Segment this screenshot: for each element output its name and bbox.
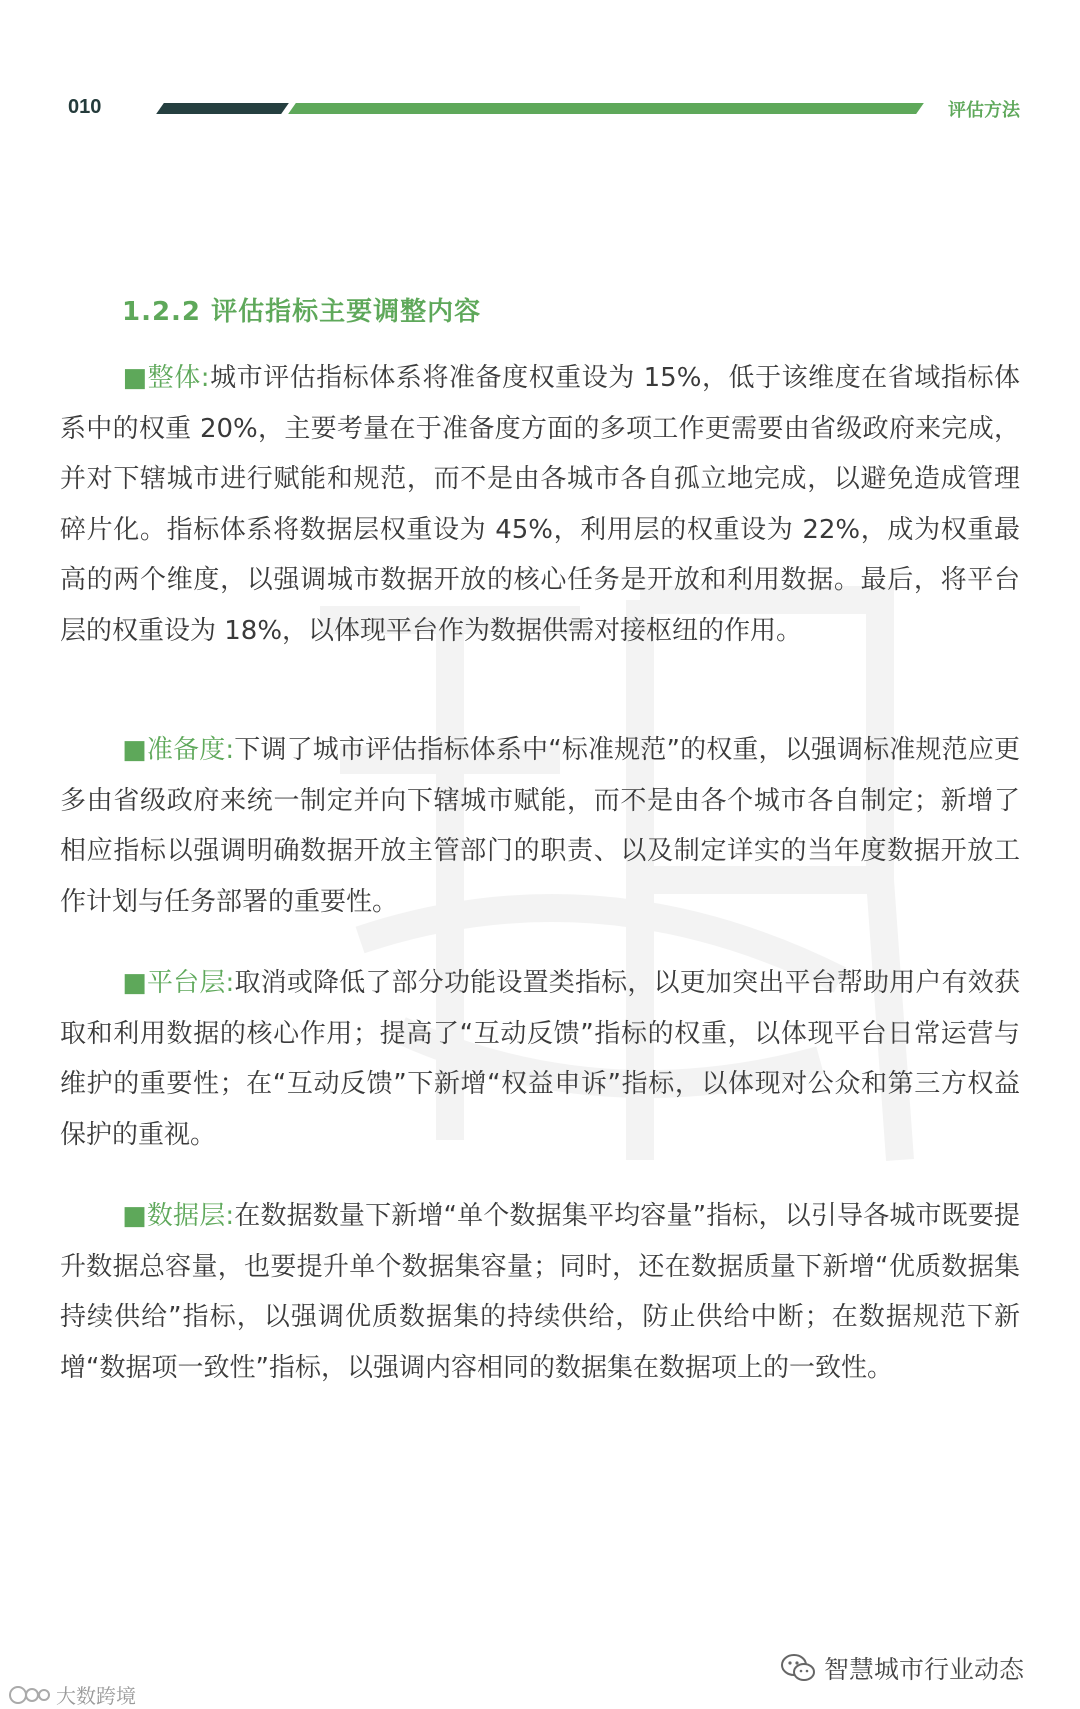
header-bar-dark bbox=[156, 103, 289, 114]
corner-watermark-text: 大数跨境 bbox=[56, 1684, 136, 1708]
paragraph-platform bbox=[60, 958, 1020, 1160]
corner-watermark bbox=[8, 1680, 136, 1709]
wechat-account-name: 智慧城市行业动态 bbox=[824, 1655, 1025, 1684]
paragraph-text-platform: 取消或降低了部分功能设置类指标，以更加突出平台帮助用户有效获取和利用数据的核心作用；提高了“互动反馈”指标的权重，以体现平台日常运营与维护的重要性；在“互动反馈”下新增“权益申诉”指标，以体现对公众和第三方权益保护的重视。 bbox=[60, 968, 1020, 1150]
page-number: 010 bbox=[68, 96, 102, 118]
paragraph-lead-platform: ■平台层: bbox=[122, 968, 235, 998]
paragraph-text-data-layer: 在数据数量下新增“单个数据集平均容量”指标，以引导各城市既要提升数据总容量，也要提升单个数据集容量；同时，还在数据质量下新增“优质数据集持续供给”指标，以强调优质数据集的持续供给，防止供给中断；在数据规范下新增“数据项一致性”指标，以强调内容相同的数据集在数据项上的一致性。 bbox=[60, 1201, 1020, 1383]
paragraph-text-readiness: 下调了城市评估指标体系中“标准规范”的权重，以强调标准规范应更多由省级政府来统一制定并向下辖城市赋能，而不是由各个城市各自制定；新增了相应指标以强调明确数据开放主管部门的职责、以及制定详实的当年度数据开放工作计划与任务部署的重要性。 bbox=[60, 735, 1020, 917]
paragraph-data-layer bbox=[60, 1191, 1020, 1393]
paragraph-overall bbox=[60, 353, 1020, 656]
paragraph-readiness bbox=[60, 725, 1020, 927]
wechat-account-badge bbox=[780, 1650, 1024, 1686]
section-tag: 评估方法 bbox=[948, 100, 1020, 121]
section-title: 1.2.2 评估指标主要调整内容 bbox=[122, 297, 482, 327]
corner-logo-icon bbox=[8, 1684, 52, 1706]
paragraph-text-overall: 城市评估指标体系将准备度权重设为 15%，低于该维度在省域指标体系中的权重 20%，主要考量在于准备度方面的多项工作更需要由省级政府来完成，并对下辖城市进行赋能和规范，而不是由各城市各自孤立地完成，以避免造成管理碎片化。指标体系将数据层权重设为 45%，利用层的权重设为 22%，成为权重最高的两个维度，以强调城市数据开放的核心任务是开放和利用数据。最后，将平台层的权重设为 18%，以体现平台作为数据供需对接枢纽的作用。 bbox=[60, 363, 1020, 646]
paragraph-lead-data-layer: ■数据层: bbox=[122, 1201, 235, 1231]
header-bar-green bbox=[288, 103, 924, 114]
paragraph-lead-readiness: ■准备度: bbox=[122, 735, 235, 765]
wechat-icon bbox=[780, 1653, 816, 1683]
paragraph-lead-overall: ■整体: bbox=[122, 363, 210, 393]
